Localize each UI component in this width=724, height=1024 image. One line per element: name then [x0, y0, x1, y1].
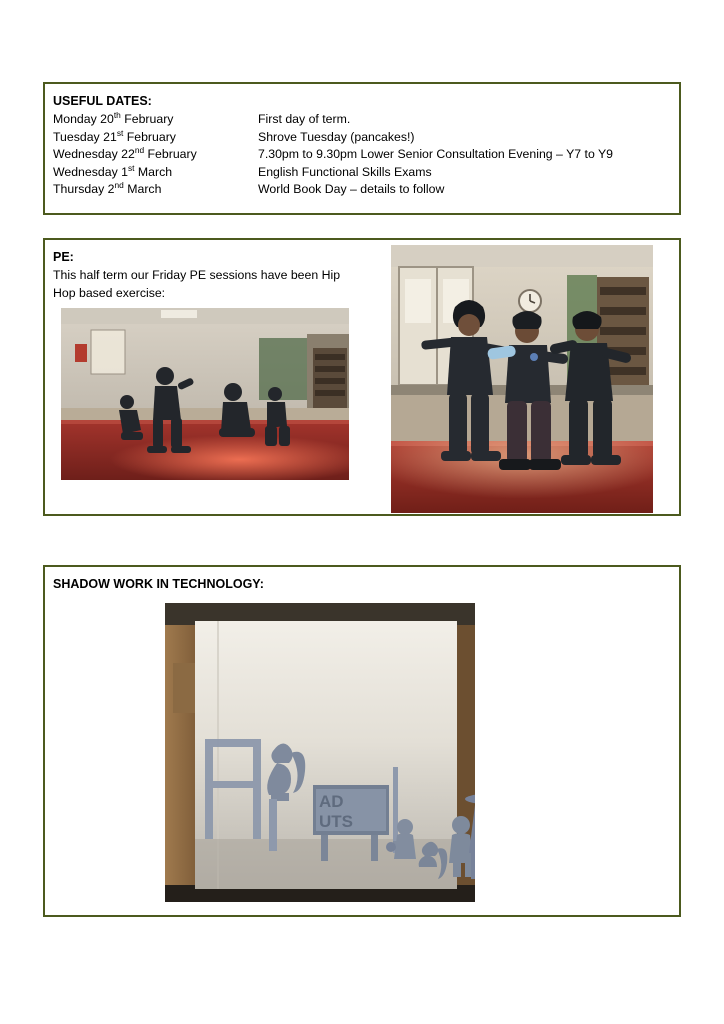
date-month: February	[123, 129, 176, 144]
date-month: March	[134, 164, 173, 179]
detail-cell: World Book Day – details to follow	[258, 182, 445, 196]
date-month: February	[144, 147, 197, 161]
date-cell	[53, 129, 258, 147]
technology-section	[43, 565, 681, 917]
svg-text:AD: AD	[319, 792, 344, 811]
detail-cell: 7.30pm to 9.30pm Lower Senior Consultation Evening – Y7 to Y9	[258, 147, 614, 161]
useful-dates-title: USEFUL DATES:	[53, 94, 152, 108]
useful-dates-table	[53, 111, 613, 199]
date-cell	[53, 146, 258, 164]
table-row	[53, 146, 613, 164]
table-row	[53, 181, 613, 199]
date-cell	[53, 111, 258, 129]
date-text: Thursday 2	[53, 182, 115, 196]
date-suffix: nd	[134, 144, 145, 155]
date-suffix: th	[113, 109, 121, 120]
pe-body	[53, 267, 373, 302]
date-text: Monday 20	[53, 112, 114, 126]
date-cell	[53, 164, 258, 182]
date-text: Wednesday 1	[53, 164, 128, 179]
table-row	[53, 111, 613, 129]
date-text: Wednesday 22	[53, 147, 135, 161]
pe-body-line-1: This half term our Friday PE sessions have been Hip	[53, 268, 341, 282]
detail-cell: First day of term.	[258, 112, 351, 126]
date-suffix: st	[116, 127, 124, 138]
shadow-puppet-photo-art	[165, 603, 475, 902]
table-row	[53, 164, 613, 182]
table-row	[53, 129, 613, 147]
useful-dates-section	[43, 82, 681, 215]
shadow-puppet-photo	[165, 603, 475, 902]
pe-body-line-2: Hop based exercise:	[53, 285, 166, 300]
pe-title: PE:	[53, 250, 74, 264]
date-month: March	[123, 182, 162, 196]
detail-cell: English Functional Skills Exams	[258, 164, 432, 179]
date-text: Tuesday 21	[53, 129, 117, 144]
date-suffix: st	[127, 162, 135, 173]
date-cell	[53, 181, 258, 199]
date-suffix: nd	[114, 179, 124, 190]
pe-trio-photo-art	[391, 245, 653, 513]
pe-group-photo-art	[61, 308, 349, 480]
pe-trio-photo	[391, 245, 653, 513]
pe-section	[43, 238, 681, 516]
pe-group-photo	[61, 308, 349, 480]
detail-cell: Shrove Tuesday (pancakes!)	[258, 129, 415, 144]
date-month: February	[120, 112, 174, 126]
technology-title: SHADOW WORK IN TECHNOLOGY:	[53, 577, 264, 591]
svg-text:UTS: UTS	[319, 812, 353, 831]
